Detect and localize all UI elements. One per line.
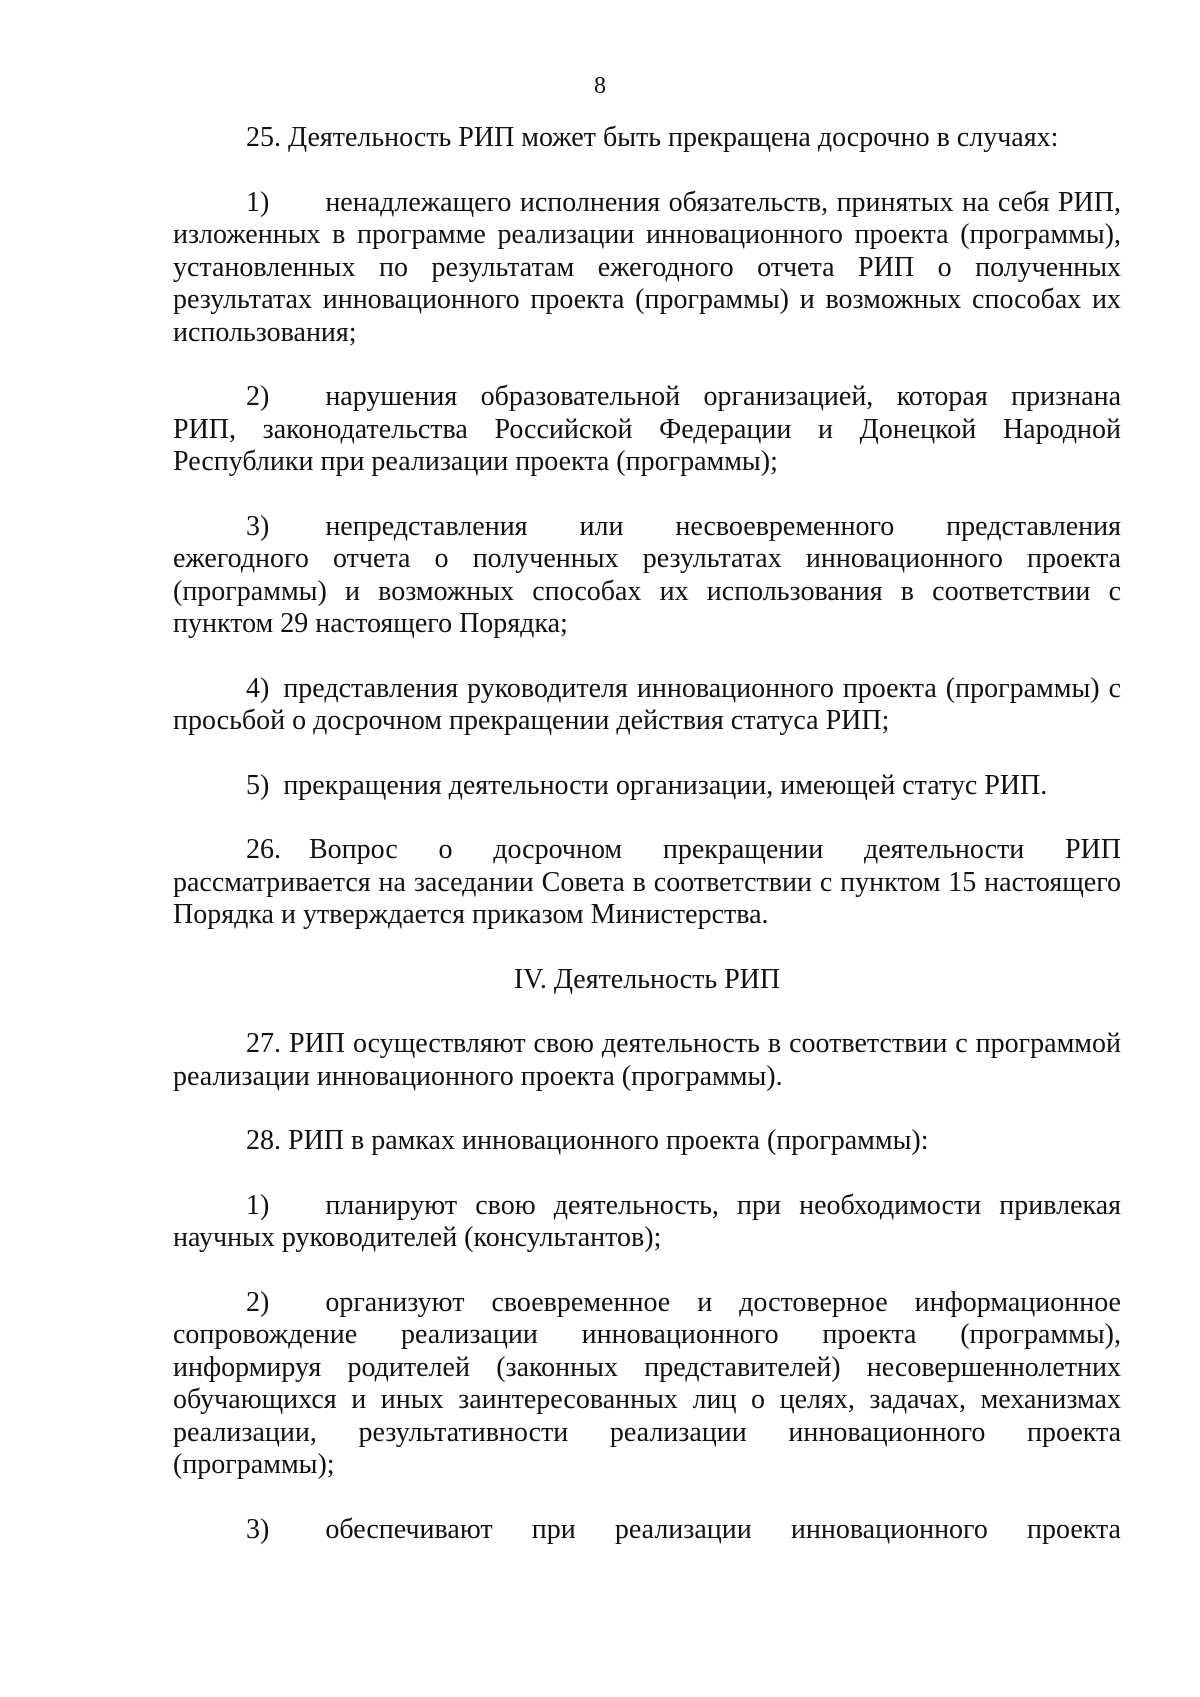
- paragraph-25-item-2: 2) нарушения образовательной организацией, которая признана РИП, законодательства Российской Федерации и Донецкой Народной Республики при реализации проекта (программы);: [173, 381, 1121, 477]
- paragraph-gap: [173, 738, 1121, 770]
- paragraph-28: 28. РИП в рамках инновационного проекта (программы):: [246, 1125, 929, 1156]
- paragraph-25: 25. Деятельность РИП может быть прекращена досрочно в случаях:: [246, 122, 1059, 153]
- page-number: 8: [594, 73, 606, 99]
- paragraph-gap: [173, 802, 1121, 834]
- paragraph-gap: [173, 349, 1121, 381]
- paragraph-gap: [173, 1255, 1121, 1287]
- document-body: [173, 122, 1121, 1546]
- paragraph-25-item-1: 1) ненадлежащего исполнения обязательств, принятых на себя РИП, изложенных в программе реализации инновационного проекта (программы), установленных по результатам ежегодного отчета РИП о полученных результатах инновационного проекта (программы) и возможных способах их использования;: [173, 186, 1121, 348]
- paragraph-gap: [173, 155, 1121, 187]
- paragraph-26: 26. Вопрос о досрочном прекращении деятельности РИП рассматривается на заседании Совета в соответствии с пунктом 15 настоящего Порядка и утверждается приказом Министерства.: [173, 834, 1121, 930]
- paragraph-25-item-4: 4) представления руководителя инновационного проекта (программы) с просьбой о досрочном прекращении действия статуса РИП;: [173, 672, 1121, 736]
- paragraph-gap: [173, 1158, 1121, 1190]
- paragraph-gap: [173, 1093, 1121, 1125]
- paragraph-gap: [173, 1482, 1121, 1514]
- paragraph-28-item-1: 1) планируют свою деятельность, при необходимости привлекая научных руководителей (консультантов);: [173, 1189, 1121, 1253]
- paragraph-gap: [173, 479, 1121, 511]
- paragraph-25-item-5: 5) прекращения деятельности организации, имеющей статус РИП.: [246, 769, 1048, 801]
- paragraph-28-item-2: 2) организуют своевременное и достоверное информационное сопровождение реализации инновационного проекта (программы), информируя родителей (законных представителей) несовершеннолетних обучающихся и иных заинтересованных лиц о целях, задачах, механизмах реализации, результативности реализации инновационного проекта (программы);: [173, 1286, 1121, 1480]
- paragraph-gap: [173, 932, 1121, 964]
- section-heading-iv: IV. Деятельность РИП: [513, 963, 781, 995]
- paragraph-25-item-3: 3) непредставления или несвоевременного представления ежегодного отчета о полученных результатах инновационного проекта (программы) и возможных способах их использования в соответствии с пунктом 29 настоящего Порядка;: [173, 510, 1121, 639]
- paragraph-gap: [173, 641, 1121, 673]
- paragraph-gap: [173, 996, 1121, 1028]
- paragraph-27: 27. РИП осуществляют свою деятельность в соответствии с программой реализации инновационного проекта (программы).: [173, 1028, 1121, 1092]
- paragraph-28-item-3: 3) обеспечивают при реализации инновационного проекта: [246, 1513, 1121, 1545]
